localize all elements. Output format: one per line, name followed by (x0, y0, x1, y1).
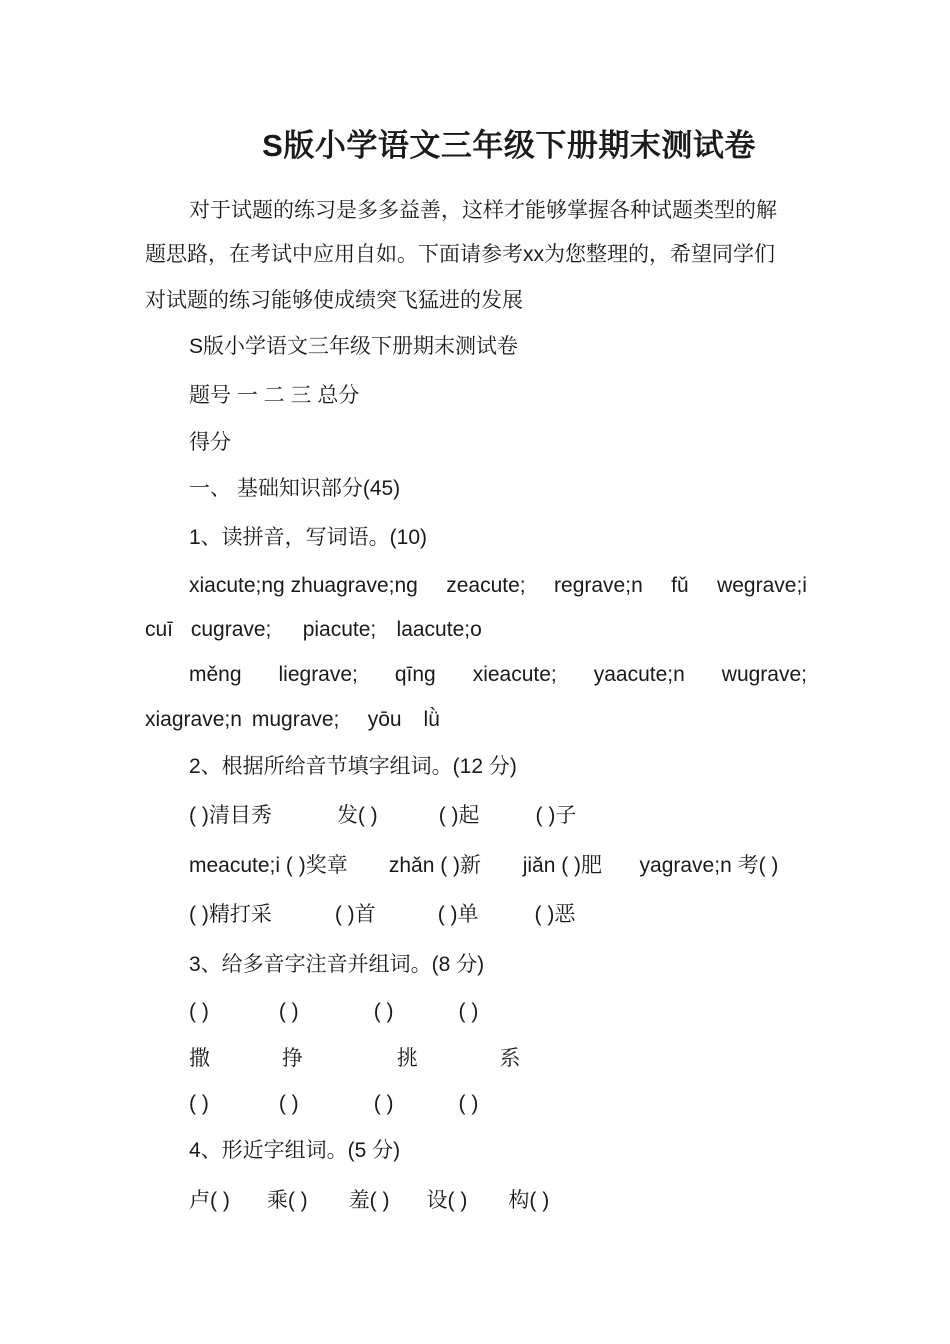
question-4-heading: 4、形近字组词。(5 分) (189, 1139, 401, 1162)
polyphone-char: 系 (499, 1047, 521, 1070)
pinyin-row-3 (189, 660, 807, 690)
fill-item: meacute;i ( )奖章 (189, 854, 348, 877)
fill-item: ( )子 (535, 804, 577, 827)
question-1-heading: 1、读拼音，写词语。(10) (189, 526, 428, 549)
blank-paren: ( ) (189, 1000, 209, 1023)
similar-char-item: 设( ) (426, 1189, 468, 1212)
intro-line-2: 题思路，在考试中应用自如。下面请参考xx为您整理的，希望同学们 (145, 243, 775, 266)
blank-paren: ( ) (373, 1092, 394, 1115)
similar-char-item: 乘( ) (266, 1189, 308, 1212)
polyphone-char: 撒 (189, 1047, 210, 1070)
blank-paren: ( ) (278, 1092, 299, 1115)
pinyin-item: piacute; (302, 618, 377, 641)
pinyin-item: qīng (394, 663, 436, 686)
fill-item: ( )单 (437, 903, 479, 926)
question-3-heading: 3、给多音字注音并组词。(8 分) (189, 953, 485, 976)
question-2-heading: 2、根据所给音节填字组词。(12 分) (189, 755, 517, 778)
blank-paren: ( ) (458, 1092, 479, 1115)
score-table-header: 题号 一 二 三 总分 (189, 384, 360, 407)
fill-item: ( )精打采 (189, 903, 272, 926)
fill-item: yagrave;n 考( ) (639, 854, 779, 877)
pinyin-row-2 (145, 615, 807, 645)
pinyin-item: zeacute; (446, 574, 526, 597)
polyphone-char: 挣 (281, 1047, 303, 1070)
pinyin-blank-row-bottom (189, 1089, 807, 1119)
subtitle: S版小学语文三年级下册期末测试卷 (189, 335, 519, 358)
similar-char-item: 卢( ) (189, 1189, 230, 1212)
pinyin-item: wegrave;i (717, 574, 807, 597)
pinyin-item: liegrave; (278, 663, 358, 686)
pinyin-item: wugrave; (721, 663, 807, 686)
polyphone-char: 挑 (396, 1047, 418, 1070)
fill-item: zhǎn ( )新 (388, 854, 482, 877)
pinyin-row-4 (145, 705, 807, 735)
similar-char-item: 羞( ) (348, 1189, 390, 1212)
pinyin-item: xiagrave;n (145, 708, 242, 731)
polyphone-chars-row (189, 1044, 807, 1074)
blank-paren: ( ) (373, 1000, 394, 1023)
pinyin-item: xiacute;ng zhuagrave;ng (189, 574, 418, 597)
intro-line-1: 对于试题的练习是多多益善，这样才能够掌握各种试题类型的解 (189, 199, 777, 222)
pinyin-item: yōu (367, 708, 402, 731)
fill-row-2 (189, 851, 807, 881)
blank-paren: ( ) (458, 1000, 479, 1023)
section-heading: 一、 基础知识部分(45) (189, 477, 401, 500)
fill-row-1 (189, 801, 807, 831)
similar-chars-row (189, 1186, 807, 1216)
fill-item: jiǎn ( )肥 (522, 854, 603, 877)
fill-item: ( )恶 (534, 903, 576, 926)
pinyin-item: mugrave; (251, 708, 340, 731)
pinyin-item: fǔ (671, 574, 689, 597)
similar-char-item: 构( ) (508, 1189, 550, 1212)
pinyin-item: cugrave; (190, 618, 272, 641)
pinyin-item: měng (189, 663, 242, 686)
blank-paren: ( ) (189, 1092, 209, 1115)
blank-paren: ( ) (278, 1000, 299, 1023)
pinyin-blank-row-top (189, 997, 807, 1027)
pinyin-item: xieacute; (472, 663, 557, 686)
pinyin-item: laacute;o (396, 618, 482, 641)
score-table-row: 得分 (189, 431, 231, 454)
pinyin-item: yaacute;n (593, 663, 685, 686)
pinyin-row-1 (189, 571, 807, 601)
page-title: S版小学语文三年级下册期末测试卷 (262, 128, 756, 163)
fill-item: ( )起 (438, 804, 480, 827)
fill-item: 发( ) (336, 804, 378, 827)
fill-item: ( )首 (334, 903, 376, 926)
fill-item: ( )清目秀 (189, 804, 272, 827)
intro-line-3: 对试题的练习能够使成绩突飞猛进的发展 (145, 289, 523, 312)
pinyin-item: lǜ (423, 708, 440, 731)
pinyin-item: regrave;n (554, 574, 643, 597)
fill-row-3 (189, 900, 807, 930)
pinyin-item: cuī (145, 618, 174, 641)
